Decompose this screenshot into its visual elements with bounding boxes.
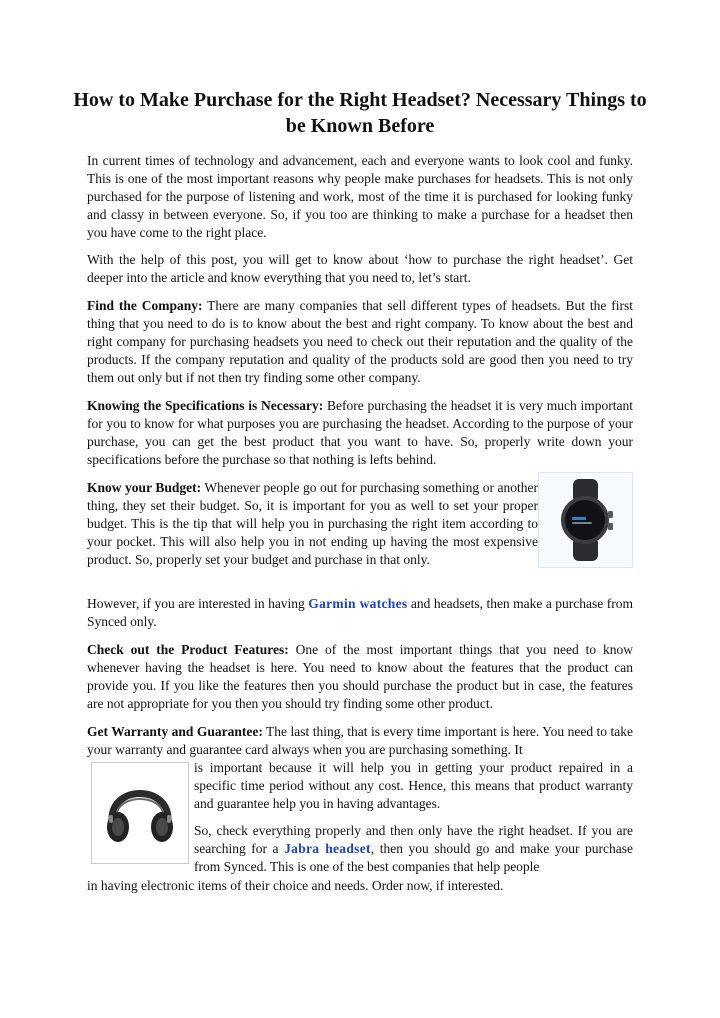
jabra-headset-link[interactable]: Jabra headset bbox=[284, 841, 371, 856]
warranty-text: The last thing, that is every time important is here. You need to take your warranty and guarantee card always when you are purchasing something. It bbox=[87, 724, 633, 757]
garmin-text-before: However, if you are interested in having bbox=[87, 596, 309, 611]
find-company-text: There are many companies that sell different types of headsets. But the first thing that you need to do is to know about the best and right company. To know about the best and right company for purchasing headsets you need to check out their reputation and the quality of the products. If the company reputation and quality of the products sold are good then you need to try them out only but if not then try finding some other company. bbox=[87, 298, 634, 385]
closing-text-before: So, check everything properly and then only have the right headset. If you are searching for a bbox=[194, 823, 633, 856]
smartwatch-image bbox=[538, 472, 633, 568]
specifications-text: Before purchasing the headset it is very much important for you to know for what purposes you are purchasing the headset. According to the purpose of your purchase, you can get the best product that you want to have. So, properly write down your specifications before the purchase so that nothing is lefts behind. bbox=[87, 398, 633, 467]
garmin-text-after: and headsets, then make a purchase from Synced only. bbox=[87, 596, 633, 629]
garmin-paragraph bbox=[87, 595, 633, 631]
garmin-watches-link[interactable]: Garmin watches bbox=[308, 596, 408, 611]
closing-last-line: in having electronic items of their choice and needs. Order now, if interested. bbox=[87, 878, 504, 893]
find-company-paragraph bbox=[87, 297, 633, 387]
smartwatch-icon bbox=[539, 473, 632, 567]
budget-paragraph bbox=[87, 479, 538, 569]
warranty-wrapped-paragraph: is important because it will help you in getting your product repaired in a specific time period without any cost. Hence, this means that product warranty and guarantee help you in having advantages. bbox=[194, 760, 633, 811]
page-title: How to Make Purchase for the Right Headset? Necessary Things to be Known Before bbox=[73, 89, 647, 137]
product-features-paragraph bbox=[87, 641, 633, 713]
budget-heading: Know your Budget: bbox=[87, 480, 202, 495]
specifications-heading: Knowing the Specifications is Necessary: bbox=[87, 398, 324, 413]
warranty-paragraph bbox=[87, 723, 633, 759]
headset-image bbox=[91, 762, 189, 864]
product-features-heading: Check out the Product Features: bbox=[87, 642, 289, 657]
headset-icon bbox=[92, 763, 188, 863]
specifications-paragraph bbox=[87, 397, 633, 469]
find-company-heading: Find the Company: bbox=[87, 298, 203, 313]
warranty-heading: Get Warranty and Guarantee: bbox=[87, 724, 263, 739]
closing-paragraph bbox=[194, 822, 633, 876]
closing-text-after: , then you should go and make your purchase from Synced. This is one of the best companies that help people bbox=[194, 841, 633, 874]
with-help-paragraph: With the help of this post, you will get to know about ‘how to purchase the right headset’. Get deeper into the article and know everything that you need to, let’s start. bbox=[87, 252, 633, 285]
intro-paragraph: In current times of technology and advancement, each and everyone wants to look cool and funky. This is one of the most important reasons why people make purchases for headsets. This is not only purchased for the purpose of listening and work, most of the time it is purchased for looking funky and classy in between everyone. So, if you too are thinking to make a purchase for a headset then you have come to the right place. bbox=[87, 153, 633, 240]
budget-text: Whenever people go out for purchasing something or another thing, they set their budget. So, it is important for you as well to set your proper budget. This is the tip that will help you in purchasing the right item according to your pocket. This will also help you in not ending up having the most expensive product. So, properly set your budget and purchase in that only. bbox=[87, 480, 538, 567]
product-features-text: One of the most important things that you need to know whenever having the headset is here. You need to know about the features that the product can provide you. If you like the features then you should purchase the product but in case, the features are not appropriate for you then you should try finding some other product. bbox=[87, 642, 633, 711]
